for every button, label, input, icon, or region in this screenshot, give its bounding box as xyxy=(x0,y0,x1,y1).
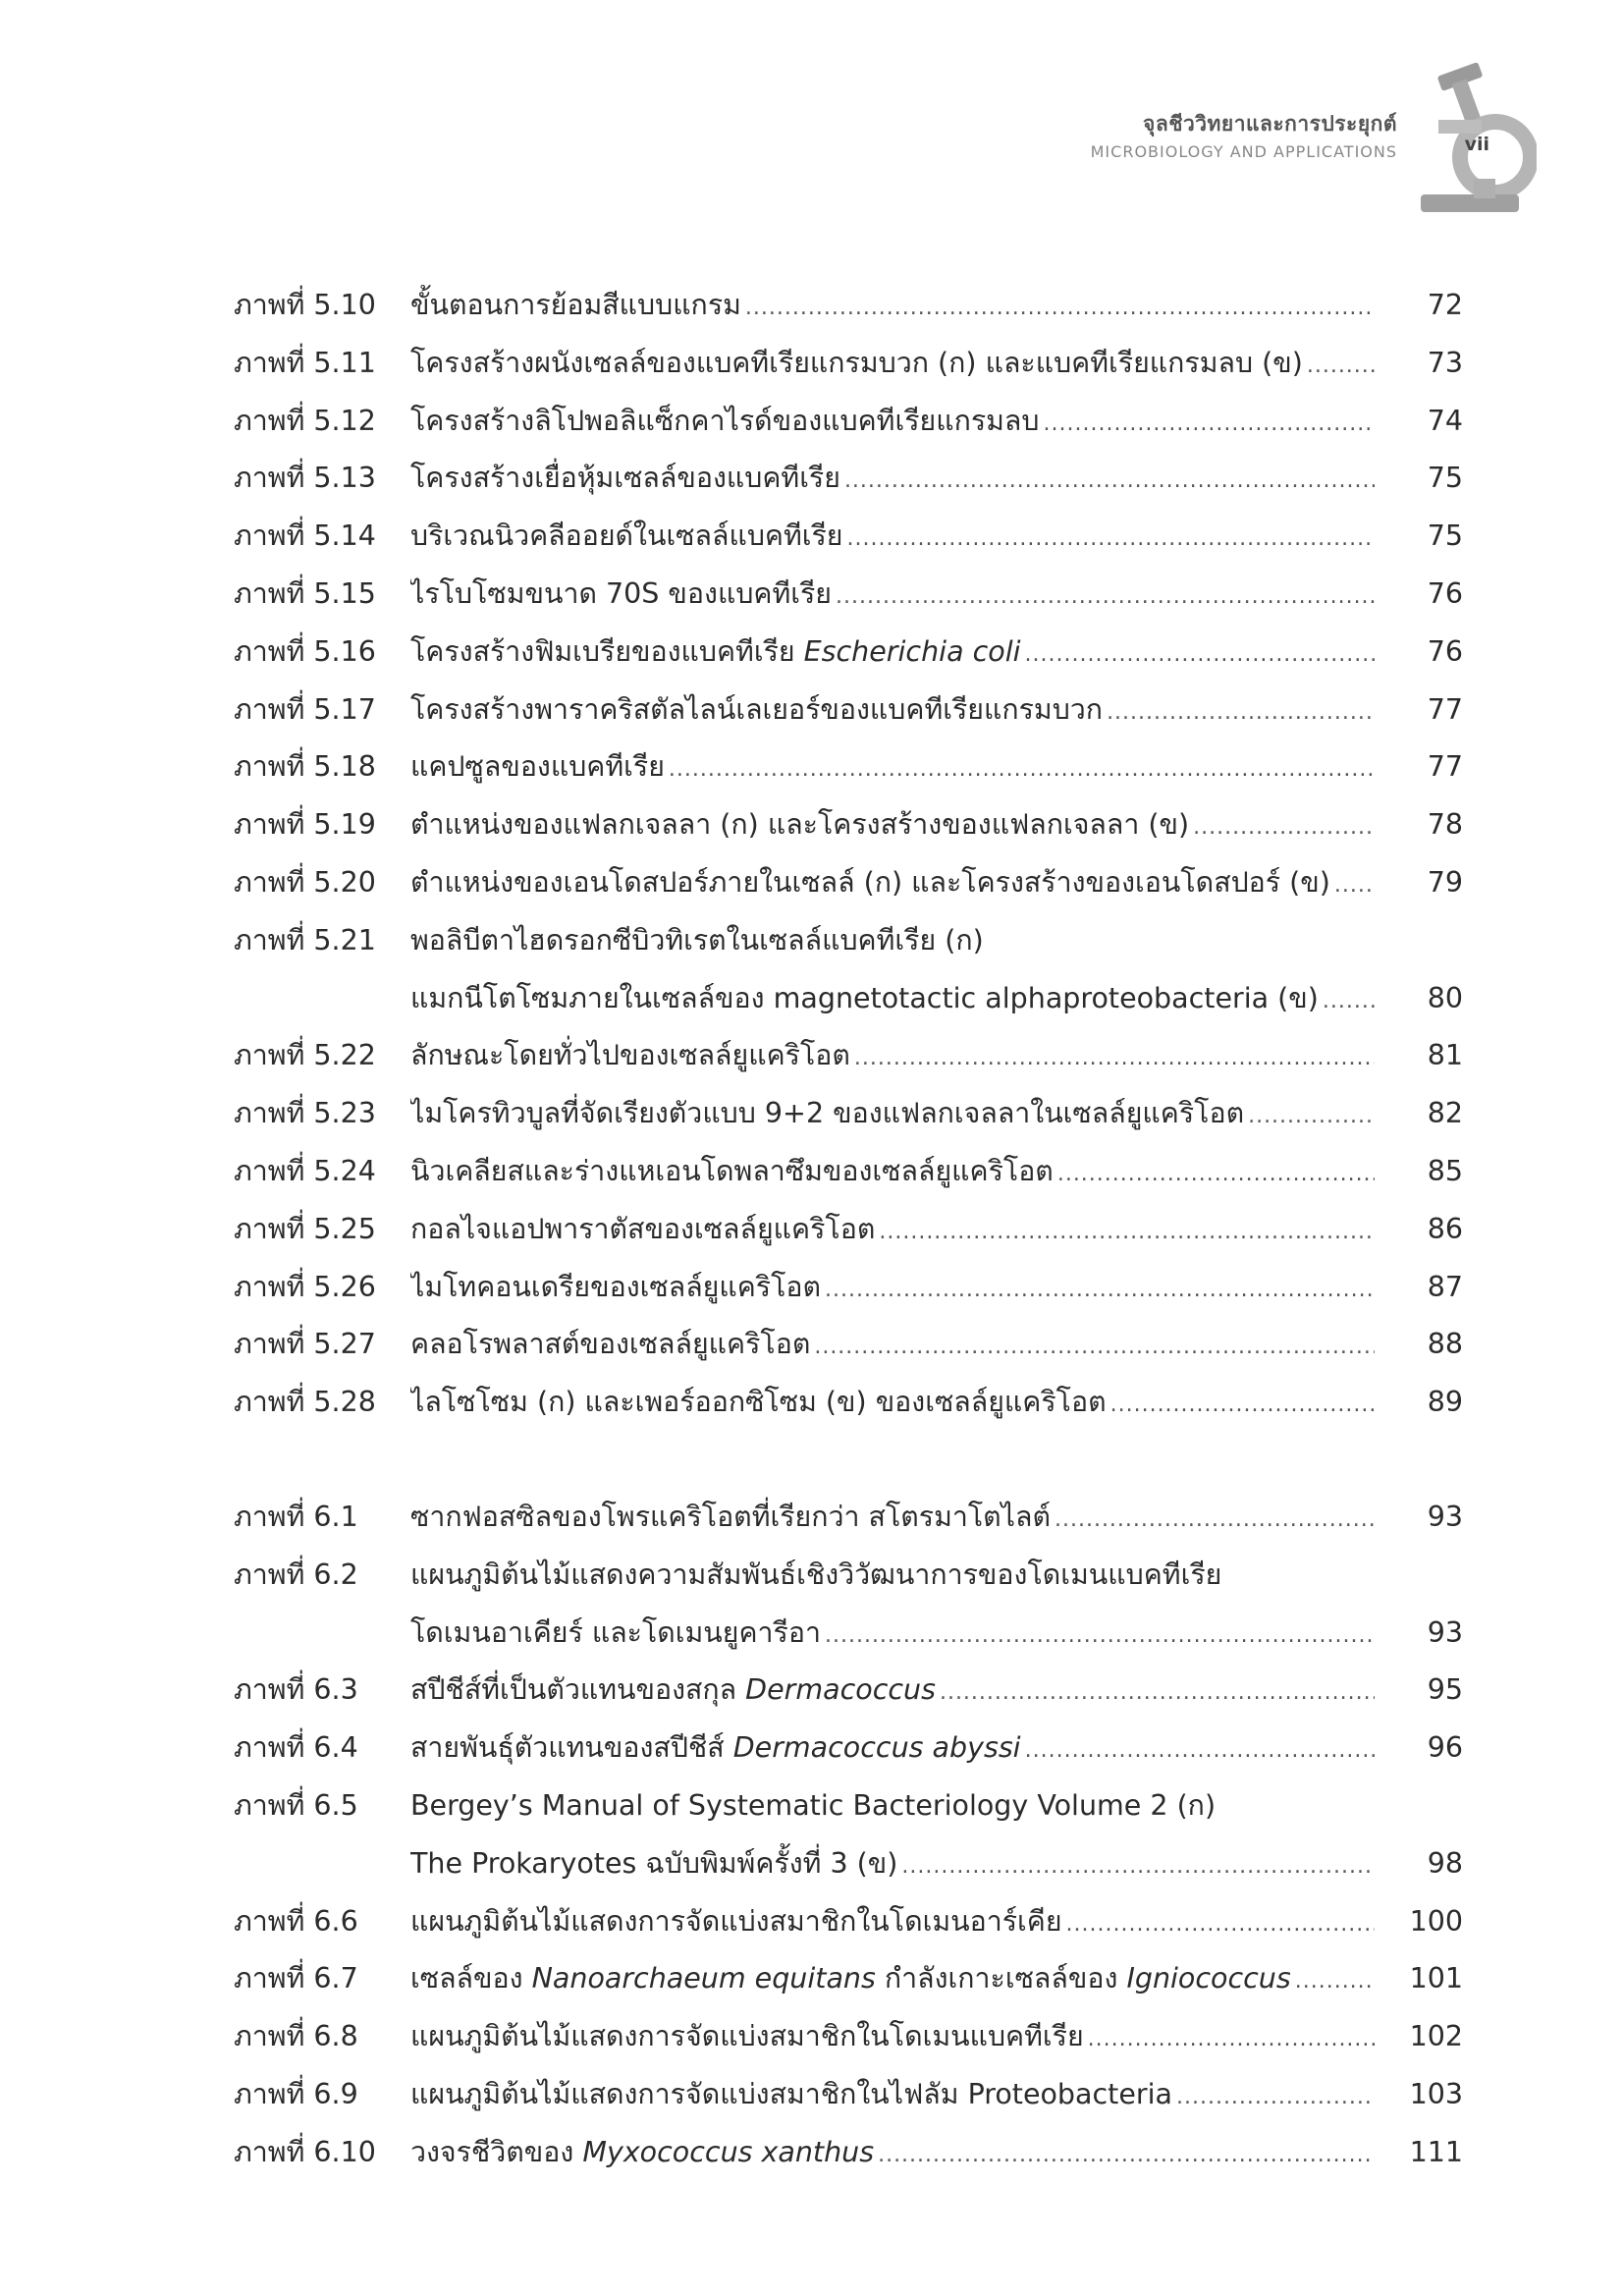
figure-label: ภาพที่ 5.18 xyxy=(234,750,376,784)
page-ref: 82 xyxy=(1427,1097,1463,1130)
toc-entry xyxy=(234,912,1463,970)
toc-entry xyxy=(234,1489,1463,1547)
toc-entry xyxy=(234,796,1463,854)
toc-entry xyxy=(234,1374,1463,1432)
scientific-name: Igniococcus xyxy=(1126,1962,1291,1995)
figure-title xyxy=(410,1662,1375,1722)
title-text: โดเมนอาเคียร์ และโดเมนยูคารีอา xyxy=(410,1615,821,1649)
title-text: ไมโครทิวบูลที่จัดเรียงตัวแบบ 9+2 ของแฟลกเจลลาในเซลล์ยูแคริโอต xyxy=(410,1097,1245,1130)
leader-dots xyxy=(669,741,1375,799)
title-text: โครงสร้างผนังเซลล์ของแบคทีเรียแกรมบวก (ก) และแบคทีเรียแกรมลบ (ข) xyxy=(410,346,1303,379)
figure-title xyxy=(410,277,1375,338)
figure-title xyxy=(410,1835,1375,1896)
figure-label: ภาพที่ 6.10 xyxy=(234,2135,376,2168)
toc-entry xyxy=(234,1085,1463,1143)
figure-title xyxy=(410,912,1375,970)
leader-dots xyxy=(1107,684,1375,742)
figure-title xyxy=(410,1547,1375,1605)
leader-dots xyxy=(836,569,1375,627)
figure-title xyxy=(410,1143,1375,1204)
page-ref: 111 xyxy=(1409,2135,1463,2168)
figure-title xyxy=(410,1950,1375,2011)
leader-dots xyxy=(1066,1896,1375,1954)
title-text: โครงสร้างพาราคริสตัลไลน์เลเยอร์ของแบคทีเรียแกรมบวก xyxy=(410,692,1104,726)
scientific-name: Myxococcus xanthus xyxy=(582,2135,875,2168)
leader-dots xyxy=(1295,1953,1375,2011)
scientific-name: Escherichia coli xyxy=(803,634,1021,668)
figure-label: ภาพที่ 5.25 xyxy=(234,1212,376,1245)
page-ref: 96 xyxy=(1427,1731,1463,1765)
title-text: ตำแหน่งของแฟลกเจลลา (ก) และโครงสร้างของแฟลกเจลลา (ข) xyxy=(410,808,1190,842)
figure-label: ภาพที่ 6.9 xyxy=(234,2077,358,2110)
figure-label: ภาพที่ 5.20 xyxy=(234,865,376,899)
page-number: vii xyxy=(1464,134,1489,155)
toc-entry xyxy=(234,1662,1463,1720)
figure-label: ภาพที่ 6.7 xyxy=(234,1962,358,1995)
toc-entry xyxy=(234,1605,1463,1663)
toc-entry xyxy=(234,1950,1463,2008)
toc-entry xyxy=(234,393,1463,451)
leader-dots xyxy=(1044,396,1376,454)
toc-entry xyxy=(234,1143,1463,1201)
book-title-thai: จุลชีววิทยาและการประยุกต์ xyxy=(1143,112,1397,136)
leader-dots xyxy=(814,1319,1375,1377)
page-ref: 81 xyxy=(1427,1039,1463,1072)
page-ref: 98 xyxy=(1427,1846,1463,1880)
figure-label: ภาพที่ 5.28 xyxy=(234,1386,376,1419)
leader-dots xyxy=(745,280,1375,338)
title-text: แคปซูลของแบคทีเรีย xyxy=(410,750,665,784)
figure-title xyxy=(410,1027,1375,1088)
leader-dots xyxy=(854,1030,1375,1088)
figure-label: ภาพที่ 5.17 xyxy=(234,692,376,726)
leader-dots xyxy=(825,1262,1375,1320)
title-text: แผนภูมิต้นไม้แสดงความสัมพันธ์เชิงวิวัฒนาการของโดเมนแบคทีเรีย xyxy=(410,1558,1222,1591)
toc-entry xyxy=(234,1259,1463,1317)
list-of-figures xyxy=(234,277,1463,2182)
title-text: แผนภูมิต้นไม้แสดงการจัดแบ่งสมาชิกในโดเมนแบคทีเรีย xyxy=(410,2020,1084,2053)
toc-entry xyxy=(234,970,1463,1028)
figure-label: ภาพที่ 5.14 xyxy=(234,519,376,553)
toc-entry xyxy=(234,450,1463,508)
figure-label: ภาพที่ 6.6 xyxy=(234,1904,358,1938)
figure-title xyxy=(410,566,1375,627)
page-ref: 80 xyxy=(1427,981,1463,1014)
figure-label: ภาพที่ 5.10 xyxy=(234,289,376,321)
toc-entry xyxy=(234,1316,1463,1374)
page-ref: 77 xyxy=(1427,750,1463,784)
figure-label: ภาพที่ 6.8 xyxy=(234,2020,358,2053)
title-text: ไลโซโซม (ก) และเพอร์ออกซิโซม (ข) ของเซลล์ยูแคริโอต xyxy=(410,1386,1107,1419)
toc-entry xyxy=(234,2008,1463,2066)
figure-title xyxy=(410,450,1375,511)
figure-title xyxy=(410,2008,1375,2069)
leader-dots xyxy=(1323,973,1375,1031)
leader-dots xyxy=(879,1204,1375,1262)
title-text: ตำแหน่งของเอนโดสปอร์ภายในเซลล์ (ก) และโครงสร้างของเอนโดสปอร์ (ข) xyxy=(410,865,1330,899)
page-ref: 73 xyxy=(1427,346,1463,379)
leader-dots xyxy=(825,1608,1375,1666)
toc-entry xyxy=(234,2066,1463,2124)
figure-label: ภาพที่ 5.19 xyxy=(234,808,376,842)
page-ref: 75 xyxy=(1427,519,1463,553)
figure-title xyxy=(410,1489,1375,1550)
leader-dots xyxy=(1334,857,1375,915)
figure-label: ภาพที่ 5.12 xyxy=(234,404,376,437)
figure-title xyxy=(410,738,1375,799)
figure-title xyxy=(410,1777,1375,1835)
title-text: คลอโรพลาสต์ของเซลล์ยูแคริโอต xyxy=(410,1328,811,1361)
page-ref: 75 xyxy=(1427,462,1463,495)
figure-label: ภาพที่ 5.13 xyxy=(234,462,376,495)
figure-title xyxy=(410,1720,1375,1780)
leader-dots xyxy=(1055,1492,1375,1550)
page-ref: 103 xyxy=(1409,2077,1463,2110)
figure-title xyxy=(410,1201,1375,1262)
title-text: The Prokaryotes ฉบับพิมพ์ครั้งที่ 3 (ข) xyxy=(410,1846,898,1880)
title-text: เซลล์ของ xyxy=(410,1962,532,1995)
page-ref: 100 xyxy=(1409,1904,1463,1938)
leader-dots xyxy=(1088,2011,1375,2069)
figure-title xyxy=(410,970,1375,1031)
figure-label: ภาพที่ 5.15 xyxy=(234,576,376,610)
figure-label: ภาพที่ 5.22 xyxy=(234,1039,376,1072)
figure-label: ภาพที่ 5.24 xyxy=(234,1154,376,1187)
toc-entry xyxy=(234,1835,1463,1893)
page-ref: 93 xyxy=(1427,1500,1463,1533)
leader-dots xyxy=(901,1838,1375,1896)
figure-label: ภาพที่ 5.16 xyxy=(234,634,376,668)
leader-dots xyxy=(1307,338,1375,396)
title-text: ลักษณะโดยทั่วไปของเซลล์ยูแคริโอต xyxy=(410,1039,850,1072)
page-ref: 93 xyxy=(1427,1615,1463,1649)
page-ref: 88 xyxy=(1427,1328,1463,1361)
figure-title xyxy=(410,508,1375,569)
title-text: กอลไจแอปพาราตัสของเซลล์ยูแคริโอต xyxy=(410,1212,876,1245)
title-text: แผนภูมิต้นไม้แสดงการจัดแบ่งสมาชิกในโดเมนอาร์เคีย xyxy=(410,1904,1062,1938)
title-text: โครงสร้างฟิมเบรียของแบคทีเรีย xyxy=(410,634,804,668)
figure-label: ภาพที่ 5.21 xyxy=(234,923,376,957)
title-text: นิวเคลียสและร่างแหเอนโดพลาซึมของเซลล์ยูแคริโอต xyxy=(410,1154,1054,1187)
page-ref: 72 xyxy=(1427,289,1463,321)
leader-dots xyxy=(878,2127,1375,2185)
book-title-english: MICROBIOLOGY AND APPLICATIONS xyxy=(1090,142,1397,161)
toc-entry xyxy=(234,1893,1463,1951)
toc-entry xyxy=(234,1777,1463,1835)
page-ref: 86 xyxy=(1427,1212,1463,1245)
figure-title xyxy=(410,1374,1375,1435)
page-ref: 85 xyxy=(1427,1154,1463,1187)
toc-entry xyxy=(234,1547,1463,1605)
toc-entry xyxy=(234,277,1463,335)
page-ref: 102 xyxy=(1409,2020,1463,2053)
leader-dots xyxy=(1248,1088,1375,1146)
toc-entry xyxy=(234,1720,1463,1777)
title-text: Bergey’s Manual of Systematic Bacteriology Volume 2 (ก) xyxy=(410,1788,1217,1822)
figure-label: ภาพที่ 6.4 xyxy=(234,1731,358,1765)
figure-label: ภาพที่ 6.5 xyxy=(234,1788,358,1822)
page-ref: 79 xyxy=(1427,865,1463,899)
figure-title xyxy=(410,393,1375,454)
page-ref: 87 xyxy=(1427,1270,1463,1303)
figure-title xyxy=(410,854,1375,915)
title-text: โครงสร้างลิโปพอลิแซ็กคาไรด์ของแบคทีเรียแกรมลบ xyxy=(410,404,1040,437)
figure-label: ภาพที่ 6.1 xyxy=(234,1500,358,1533)
figure-title xyxy=(410,335,1375,396)
figure-label: ภาพที่ 5.11 xyxy=(234,346,376,379)
page-ref: 76 xyxy=(1427,576,1463,610)
title-text: พอลิบีตาไฮดรอกซีบิวทิเรตในเซลล์แบคทีเรีย (ก) xyxy=(410,923,984,957)
toc-entry xyxy=(234,682,1463,739)
leader-dots xyxy=(847,511,1375,569)
figure-title xyxy=(410,796,1375,857)
title-text: ขั้นตอนการย้อมสีแบบแกรม xyxy=(410,289,741,321)
toc-entry xyxy=(234,1201,1463,1259)
leader-dots xyxy=(1057,1146,1375,1204)
toc-entry xyxy=(234,508,1463,566)
page-ref: 74 xyxy=(1427,404,1463,437)
toc-entry xyxy=(234,335,1463,393)
page-ref: 95 xyxy=(1427,1673,1463,1707)
toc-entry xyxy=(234,624,1463,682)
title-text: กำลังเกาะเซลล์ของ xyxy=(875,1962,1127,1995)
leader-dots xyxy=(940,1665,1375,1722)
title-text: แผนภูมิต้นไม้แสดงการจัดแบ่งสมาชิกในไฟลัม Proteobacteria xyxy=(410,2077,1172,2110)
running-header xyxy=(1091,108,1397,161)
figure-title xyxy=(410,682,1375,742)
section-gap xyxy=(234,1432,1463,1489)
figure-label: ภาพที่ 5.27 xyxy=(234,1328,376,1361)
scientific-name: Dermacoccus abyssi xyxy=(732,1731,1021,1765)
toc-entry xyxy=(234,1027,1463,1085)
figure-title xyxy=(410,1316,1375,1377)
title-text: สปีชีส์ที่เป็นตัวแทนของสกุล xyxy=(410,1673,746,1707)
page-ref: 101 xyxy=(1409,1962,1463,1995)
scientific-name: Nanoarchaeum equitans xyxy=(531,1962,876,1995)
title-text: ซากฟอสซิลของโพรแคริโอตที่เรียกว่า สโตรมาโตไลต์ xyxy=(410,1500,1051,1533)
figure-label: ภาพที่ 5.23 xyxy=(234,1097,376,1130)
toc-entry xyxy=(234,854,1463,912)
page-ref: 76 xyxy=(1427,634,1463,668)
figure-title xyxy=(410,2066,1375,2127)
figure-title xyxy=(410,2124,1375,2185)
leader-dots xyxy=(1193,799,1375,857)
leader-dots xyxy=(1025,1722,1375,1780)
page-ref: 77 xyxy=(1427,692,1463,726)
leader-dots xyxy=(1025,627,1375,684)
figure-title xyxy=(410,1605,1375,1666)
figure-title xyxy=(410,1259,1375,1320)
leader-dots xyxy=(1176,2069,1375,2127)
page-ref: 89 xyxy=(1427,1386,1463,1419)
toc-entry xyxy=(234,738,1463,796)
figure-title xyxy=(410,1893,1375,1954)
scientific-name: Dermacoccus xyxy=(745,1673,936,1707)
title-text: ไมโทคอนเดรียของเซลล์ยูแคริโอต xyxy=(410,1270,822,1303)
title-text: ไรโบโซมขนาด 70S ของแบคทีเรีย xyxy=(410,576,833,610)
figure-label: ภาพที่ 6.2 xyxy=(234,1558,358,1591)
figure-label: ภาพที่ 5.26 xyxy=(234,1270,376,1303)
title-text: แมกนีโตโซมภายในเซลล์ของ magnetotactic alphaproteobacteria (ข) xyxy=(410,981,1319,1014)
title-text: สายพันธุ์ตัวแทนของสปีชีส์ xyxy=(410,1731,733,1765)
figure-title xyxy=(410,624,1375,684)
title-text: บริเวณนิวคลีออยด์ในเซลล์แบคทีเรีย xyxy=(410,519,843,553)
toc-entry xyxy=(234,566,1463,624)
leader-dots xyxy=(1110,1377,1375,1435)
title-text: โครงสร้างเยื่อหุ้มเซลล์ของแบคทีเรีย xyxy=(410,462,840,495)
title-text: วงจรชีวิตของ xyxy=(410,2135,583,2168)
leader-dots xyxy=(844,453,1375,511)
toc-entry xyxy=(234,2124,1463,2182)
figure-label: ภาพที่ 6.3 xyxy=(234,1673,358,1707)
page-ref: 78 xyxy=(1427,808,1463,842)
figure-title xyxy=(410,1085,1375,1146)
